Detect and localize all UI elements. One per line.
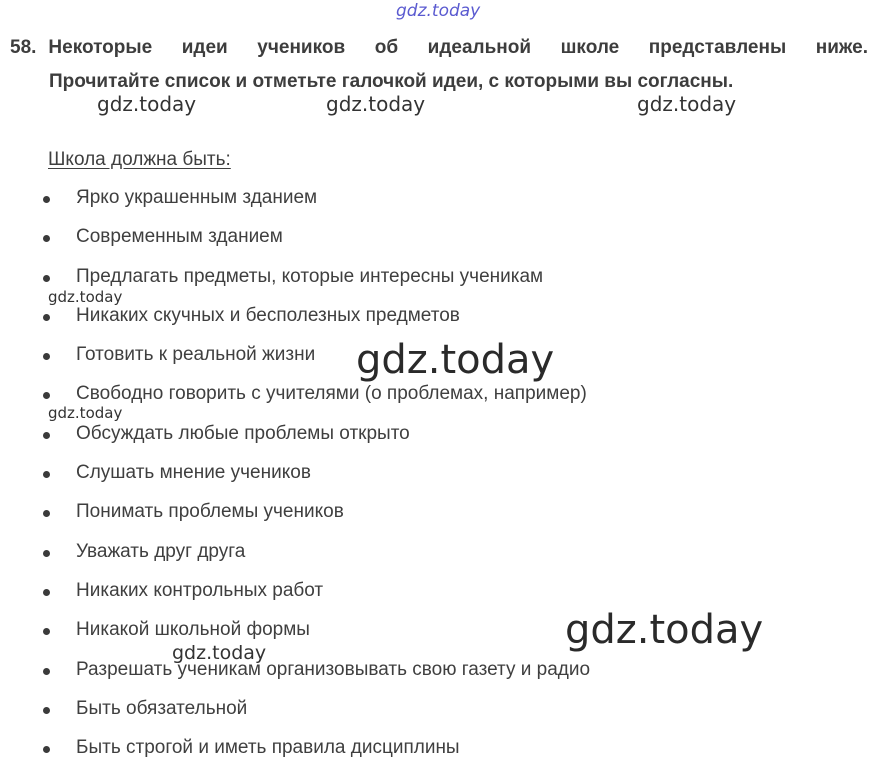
- watermark: gdz.today: [172, 642, 267, 664]
- list-item-text: Уважать друг друга: [76, 540, 246, 562]
- watermark: gdz.today: [48, 404, 123, 422]
- list-item-text: Свободно говорить с учителями (о проблемах, например): [76, 383, 587, 405]
- task-heading: [10, 34, 868, 96]
- task-line-1: [10, 34, 868, 62]
- list-item-text: Готовить к реальной жизни: [76, 344, 316, 366]
- list-item-text: Современным зданием: [76, 226, 283, 248]
- bullet-icon: [43, 353, 50, 360]
- list-item-text: Ярко украшенным зданием: [76, 187, 318, 208]
- task-text-line-2: Прочитайте список и отметьте галочкой идеи, с которыми вы согласны.: [49, 71, 734, 92]
- bullet-icon: [43, 510, 50, 517]
- bullet-icon: [43, 589, 50, 596]
- bullet-icon: [43, 314, 50, 321]
- bullet-icon: [43, 432, 50, 439]
- watermark: gdz.today: [48, 288, 123, 306]
- list-subtitle: Школа должна быть:: [48, 149, 231, 170]
- bullet-icon: [43, 668, 50, 675]
- list-item-text: Быть строгой и иметь правила дисциплины: [76, 737, 460, 759]
- bullet-icon: [43, 628, 50, 635]
- list-item-text: Никакой школьной формы: [76, 619, 310, 641]
- bullet-icon: [43, 275, 50, 282]
- task-text-line-1: Некоторые идеи учеников об идеальной школе представлены ниже.: [48, 37, 868, 58]
- list-item-text: Слушать мнение учеников: [76, 462, 311, 484]
- bullet-icon: [43, 550, 50, 557]
- bullet-icon: [43, 196, 50, 203]
- list-item-text: Никаких скучных и бесполезных предметов: [76, 304, 460, 326]
- bullet-icon: [43, 392, 50, 399]
- list-item-text: Понимать проблемы учеников: [76, 501, 344, 523]
- bullet-icon: [43, 746, 50, 753]
- list-item-text: Разрешать ученикам организовывать свою газету и радио: [76, 658, 591, 680]
- watermark-large: gdz.today: [356, 337, 555, 383]
- bullet-icon: [43, 707, 50, 714]
- watermark: gdz.today: [637, 92, 737, 116]
- watermark: gdz.today: [326, 92, 426, 116]
- list-item-text: Обсуждать любые проблемы открыто: [76, 422, 410, 444]
- watermark: gdz.today: [97, 92, 197, 116]
- task-number: 58.: [10, 37, 37, 58]
- bullet-icon: [43, 471, 50, 478]
- list-item-text: Быть обязательной: [76, 697, 248, 719]
- list-item-text: Никаких контрольных работ: [76, 579, 324, 601]
- watermark-top: gdz.today: [396, 1, 481, 21]
- watermark-large: gdz.today: [565, 607, 764, 653]
- bullet-icon: [43, 235, 50, 242]
- list-item-text: Предлагать предметы, которые интересны ученикам: [76, 265, 544, 287]
